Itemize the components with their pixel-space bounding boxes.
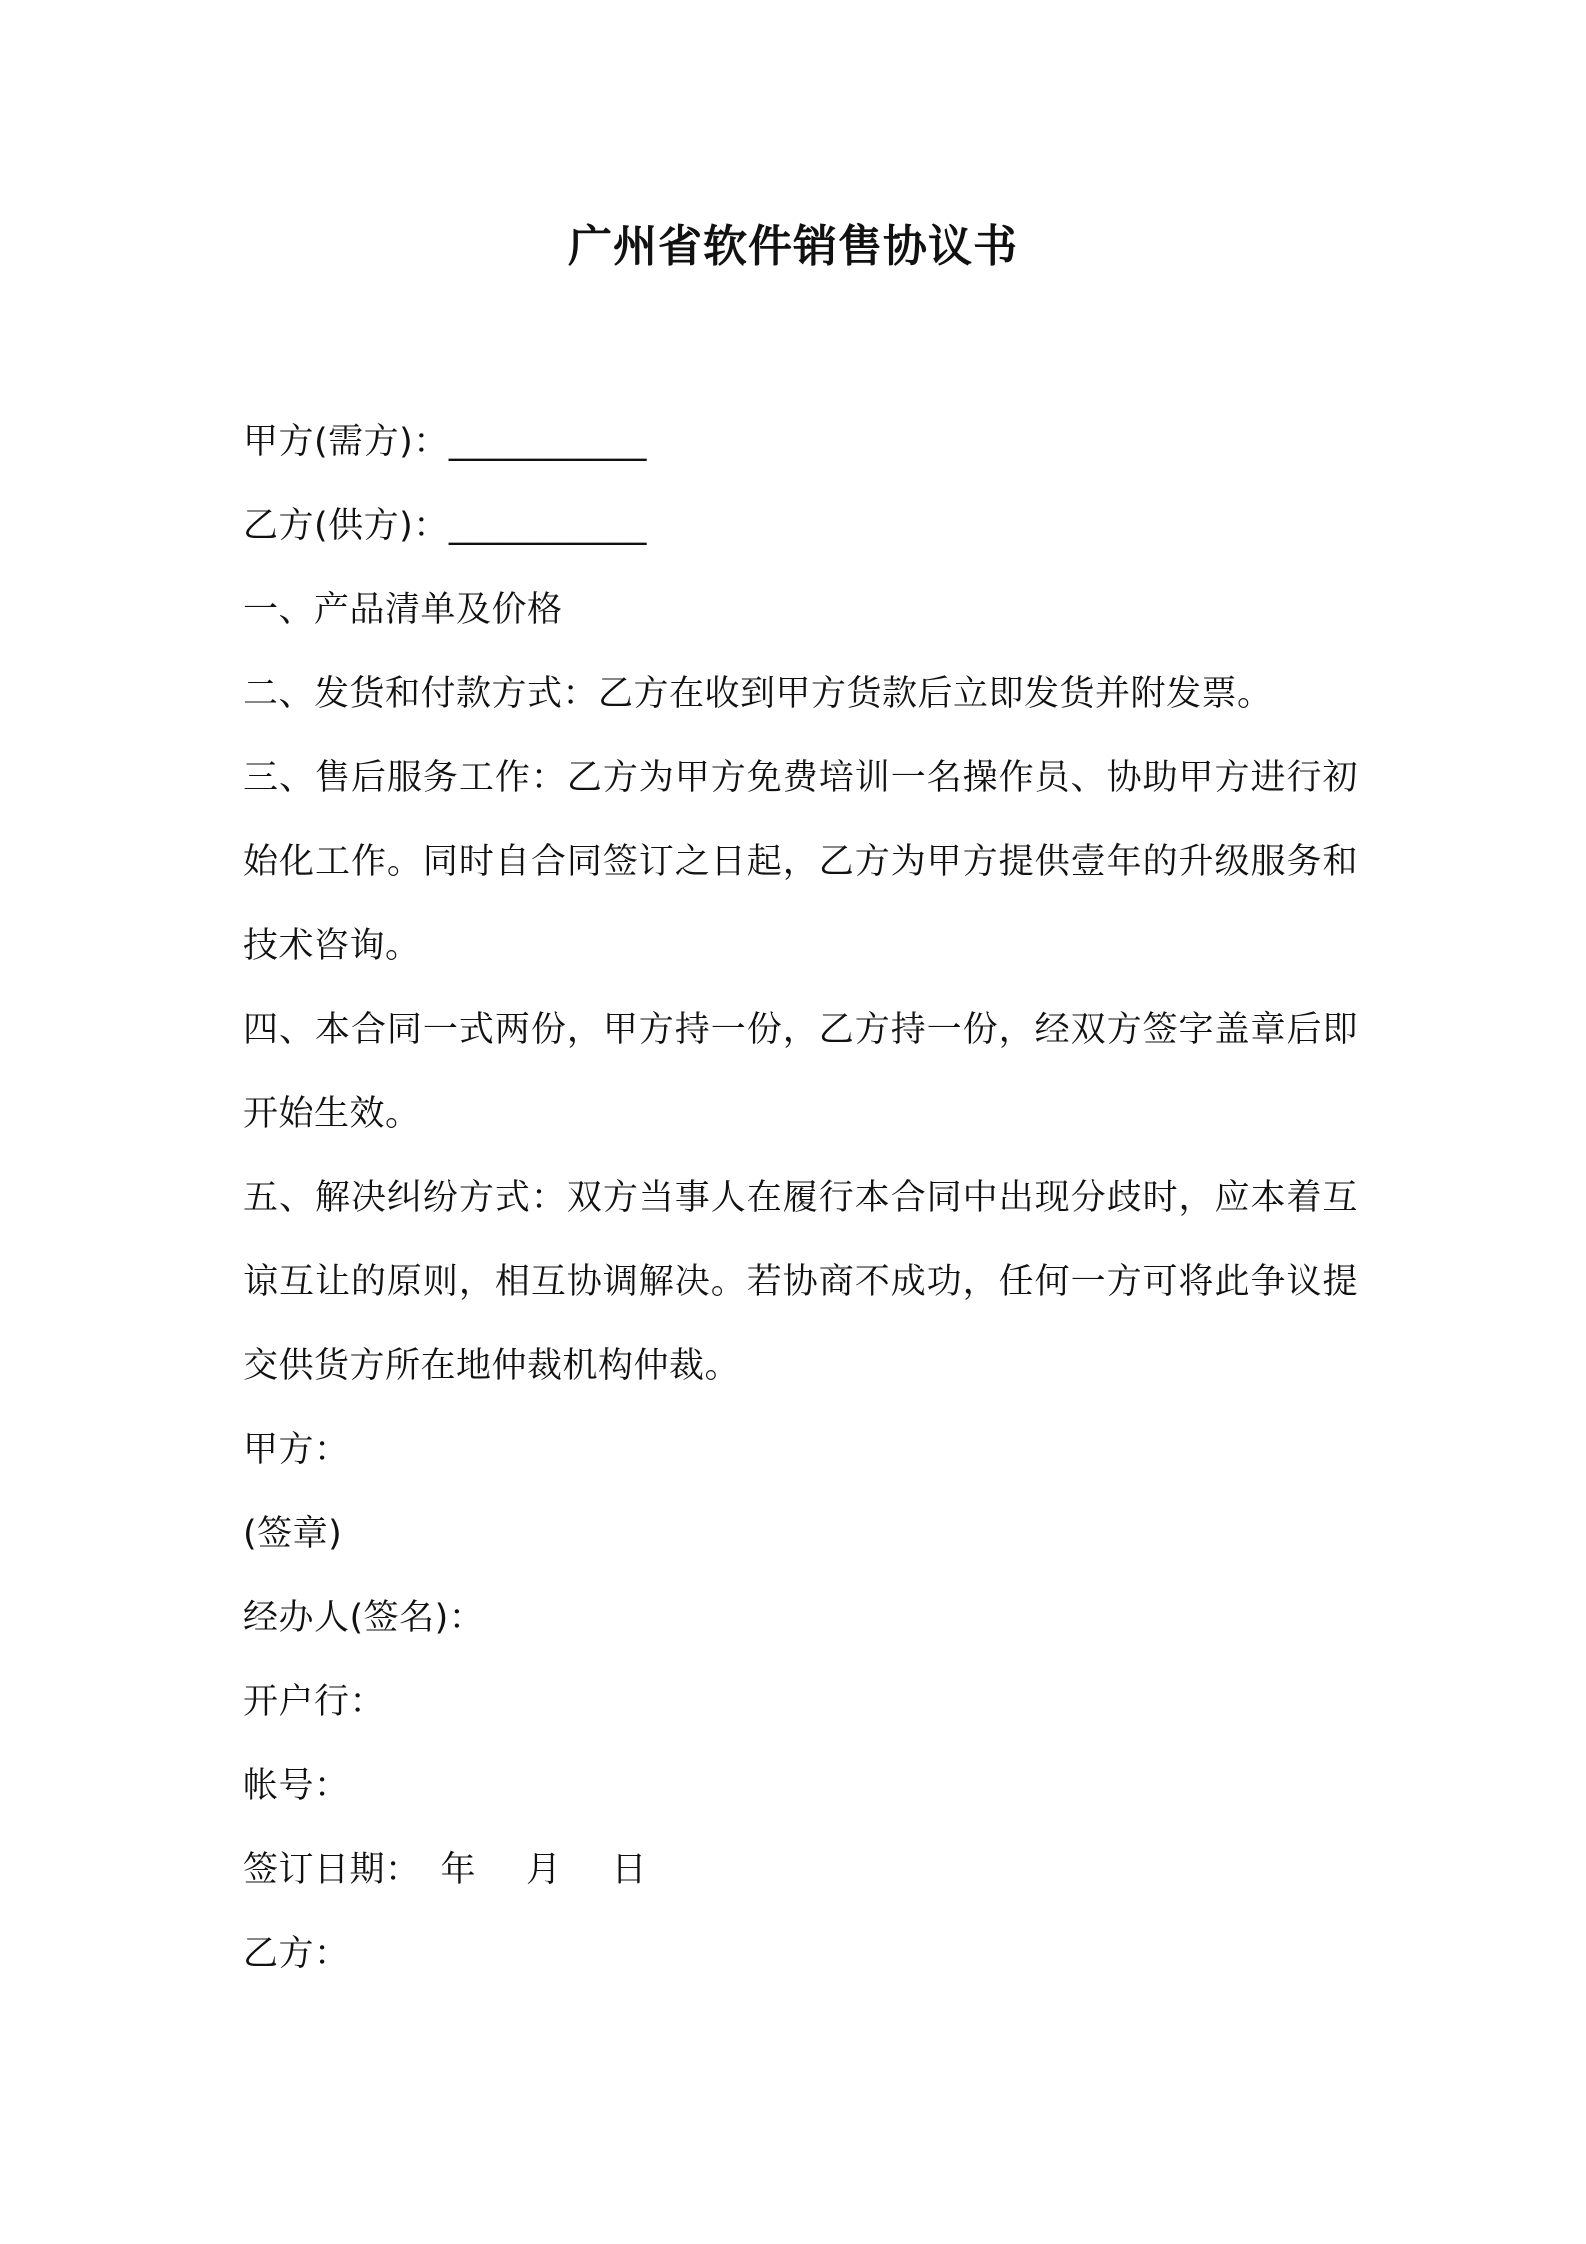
signature-handler: 经办人(签名)： — [243, 1598, 485, 1638]
clause-5: 五、解决纠纷方式：双方当事人在履行本合同中出现分歧时，应本着互谅互让的原则，相互协调解决。若协商不成功，任何一方可将此争议提交供货方所在地仲裁机构仲裁。 — [243, 1178, 1358, 1386]
document-title: 广州省软件销售协议书 — [568, 221, 1018, 272]
signature-party-a: 甲方： — [243, 1430, 350, 1470]
party-a-label: 甲方(需方)： — [243, 422, 449, 462]
document-body — [243, 400, 1358, 1996]
date-label: 签订日期： — [243, 1850, 421, 1890]
party-b-label: 乙方(供方)： — [243, 506, 449, 546]
party-b-line — [243, 484, 1358, 568]
signature-date-line — [243, 1828, 1358, 1912]
clause-3: 三、售后服务工作：乙方为甲方免费培训一名操作员、协助甲方进行初始化工作。同时自合同签订之日起，乙方为甲方提供壹年的升级服务和技术咨询。 — [243, 758, 1358, 966]
party-a-blank: ___________ — [448, 422, 647, 462]
clause-4: 四、本合同一式两份，甲方持一份，乙方持一份，经双方签字盖章后即开始生效。 — [243, 1010, 1358, 1134]
signature-bank: 开户行： — [243, 1682, 386, 1722]
date-day: 日 — [611, 1850, 648, 1890]
clause-1: 一、产品清单及价格 — [243, 590, 563, 630]
date-month: 月 — [526, 1850, 562, 1890]
party-a-line — [243, 400, 1358, 484]
signature-seal: (签章) — [243, 1514, 343, 1554]
party-b-blank: ___________ — [448, 506, 647, 546]
signature-account: 帐号： — [243, 1766, 350, 1806]
clause-2: 二、发货和付款方式：乙方在收到甲方货款后立即发货并附发票。 — [243, 674, 1273, 714]
signature-party-b: 乙方： — [243, 1934, 350, 1974]
date-year: 年 — [440, 1850, 477, 1890]
